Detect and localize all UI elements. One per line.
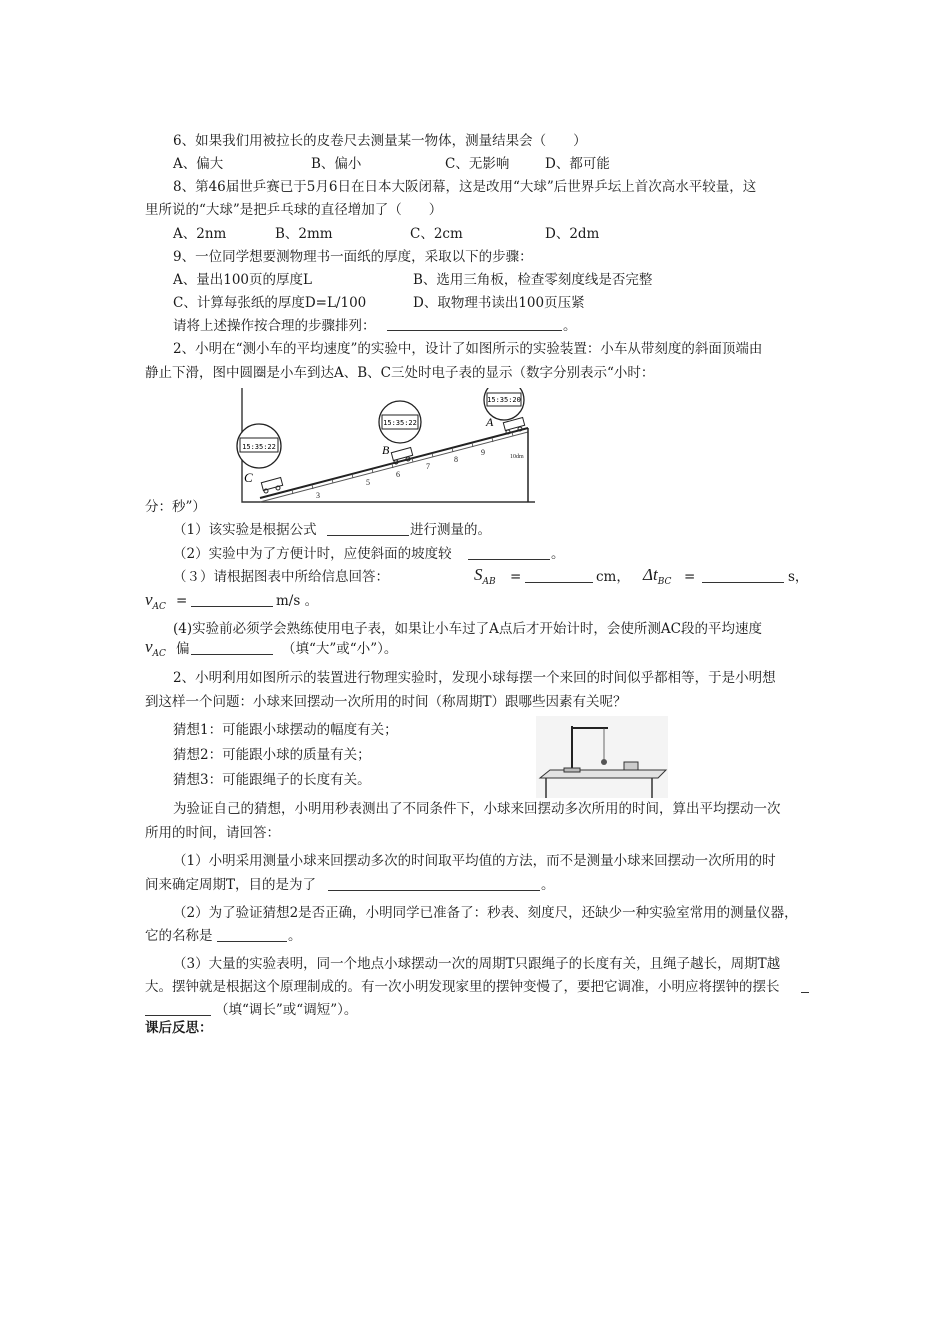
s-ab-equals: = (510, 569, 522, 585)
v-ac-blank[interactable] (191, 606, 273, 607)
ruler-tick-5: 5 (366, 478, 370, 487)
v-ac-symbol: $v_{AC}$ (145, 590, 166, 612)
p2b-ans2-line1: （2）为了验证猜想2是否正确，小明同学已准备了：秒表、刻度尺，还缺少一种实验室常用的测量仪器， (173, 905, 798, 921)
q6-option-c: C、无影响 (445, 156, 510, 172)
clock-c-time: 15:35:22 (242, 443, 276, 451)
q9-answer-blank[interactable] (387, 330, 562, 331)
p2a-sub1-end: 进行测量的。 (410, 522, 491, 538)
cart-c (261, 478, 282, 493)
label-a: A (486, 415, 494, 429)
p2a-sub3: （３）请根据图表中所给信息回答： (173, 569, 389, 585)
q6-option-a: A、偏大 (173, 156, 224, 172)
p2b-line1: 2、小明利用如图所示的装置进行物理实验时，发现小球每摆一个来回的时间似乎都相等，于是小明想 (173, 670, 776, 686)
incline-figure (232, 388, 540, 506)
clock-b (379, 401, 421, 443)
p2b-line2: 到这样一个问题：小球来回摆动一次所用的时间（称周期T）跟哪些因素有关呢？ (145, 694, 627, 710)
v-ac-equals: = (176, 593, 188, 609)
ruler-tick-9: 9 (481, 448, 485, 457)
formula-blank[interactable] (327, 535, 409, 536)
q8-option-d: D、2dm (545, 226, 600, 242)
q9-option-a: A、量出100页的厚度L (173, 272, 312, 288)
instrument-blank[interactable] (217, 941, 287, 942)
s-ab-blank[interactable] (525, 582, 593, 583)
p2b-ans3-line1: （3）大量的实验表明，同一个地点小球摆动一次的周期T只跟绳子的长度有关，且绳子越长，周期T越 (173, 956, 781, 972)
p2a-sub2-end: 。 (551, 546, 565, 562)
p2b-ans1-line2: 间来确定周期T，目的是为了 (145, 877, 317, 893)
bias-blank[interactable] (191, 654, 273, 655)
q9-stem: 9、一位同学想要测物理书一面纸的厚度，采取以下的步骤： (173, 249, 533, 265)
pendulum-figure (536, 716, 668, 798)
p2a-sub4: (4)实验前必须学会熟练使用电子表，如果让小车过了A点后才开始计时，会使所测AC段的平均速度 (173, 621, 762, 637)
ruler-tick-3: 3 (316, 491, 320, 500)
p2b-verify-line2: 所用的时间，请回答： (145, 825, 280, 841)
dt-bc-blank[interactable] (702, 582, 784, 583)
ruler-tick-7: 7 (426, 462, 430, 471)
q6-option-d: D、都可能 (545, 156, 610, 172)
q8-option-c: C、2cm (410, 226, 463, 242)
q8-stem-line2: 里所说的“大球”是把乒乓球的直径增加了（ ） (145, 202, 443, 218)
q9-option-c: C、计算每张纸的厚度D=L/100 (173, 295, 367, 311)
v-ac-unit: m/s 。 (276, 593, 319, 609)
q8-option-b: B、2mm (275, 226, 333, 242)
p2a-line3: 分：秒”） (145, 499, 206, 515)
p2b-ans2-end: 。 (288, 928, 302, 944)
p2a-sub4-mid: 偏 (176, 641, 190, 657)
q9-order-end: 。 (563, 318, 577, 334)
purpose-blank[interactable] (328, 890, 540, 891)
length-blank[interactable] (145, 1015, 211, 1016)
p2a-line1: 2、小明在“测小车的平均速度”的实验中，设计了如图所示的实验装置：小车从带刻度的斜面顶端由 (173, 341, 763, 357)
ruler-unit: 10dm (510, 454, 524, 460)
s-ab-symbol: $S_{AB}$ (474, 565, 496, 587)
p2a-sub1: （1）该实验是根据公式 (173, 522, 317, 538)
clock-c (237, 424, 281, 468)
clock-a-time: 15:35:20 (487, 396, 521, 404)
q9-option-b: B、选用三角板，检查零刻度线是否完整 (413, 272, 653, 288)
dt-bc-unit: s， (788, 569, 809, 585)
p2b-verify-line1: 为验证自己的猜想，小明用秒表测出了不同条件下，小球来回摆动多次所用的时间，算出平均摆动一次 (173, 801, 781, 817)
p2b-ans2-line2: 它的名称是 (145, 928, 213, 944)
q8-stem-line1: 8、第46届世乒赛已于5月6日在日本大阪闭幕，这是改用“大球”后世界乒坛上首次高水平较量，这 (173, 179, 757, 195)
p2b-ans3-line2: 大。摆钟就是根据这个原理制成的。有一次小明发现家里的摆钟变慢了，要把它调准，小明应将摆钟的摆长 (145, 979, 780, 995)
guess-2: 猜想2：可能跟小球的质量有关； (173, 747, 371, 763)
label-b: B (382, 443, 390, 457)
reflection-heading: 课后反思： (145, 1020, 213, 1035)
guess-3: 猜想3：可能跟绳子的长度有关。 (173, 772, 371, 788)
dt-bc-equals: = (684, 569, 696, 585)
q6-option-b: B、偏小 (311, 156, 362, 172)
q9-order-prompt: 请将上述操作按合理的步骤排列： (173, 318, 376, 334)
q9-option-d: D、取物理书读出100页压紧 (413, 295, 585, 311)
p2a-sub4-end: （填“大”或“小”）。 (282, 641, 398, 657)
p2b-ans1-line1: （1）小明采用测量小球来回摆动多次的时间取平均值的方法，而不是测量小球来回摆动一次所用的时 (173, 853, 776, 869)
q6-stem: 6、如果我们用被拉长的皮卷尺去测量某一物体，测量结果会（ ） (173, 133, 587, 149)
length-blank-start[interactable] (801, 992, 809, 993)
guess-1: 猜想1：可能跟小球摆动的幅度有关； (173, 722, 398, 738)
s-ab-unit: cm， (596, 569, 630, 585)
p2b-ans3-end: （填“调长”或“调短”）。 (215, 1002, 358, 1018)
p2a-sub2: （2）实验中为了方便计时，应使斜面的坡度较 (173, 546, 452, 562)
label-c: C (244, 470, 253, 485)
clock-b-time: 15:35:22 (383, 419, 417, 427)
v-ac-symbol-2: $v_{AC}$ (145, 637, 166, 659)
slope-blank[interactable] (468, 559, 550, 560)
ruler-tick-6: 6 (396, 470, 400, 479)
p2a-line2: 静止下滑，图中圆圈是小车到达A、B、C三处时电子表的显示（数字分别表示“小时： (145, 365, 655, 381)
ruler-tick-8: 8 (454, 455, 458, 464)
p2b-ans1-end: 。 (541, 877, 555, 893)
dt-bc-symbol: $\Delta t_{BC}$ (643, 565, 672, 587)
q8-option-a: A、2nm (173, 226, 227, 242)
